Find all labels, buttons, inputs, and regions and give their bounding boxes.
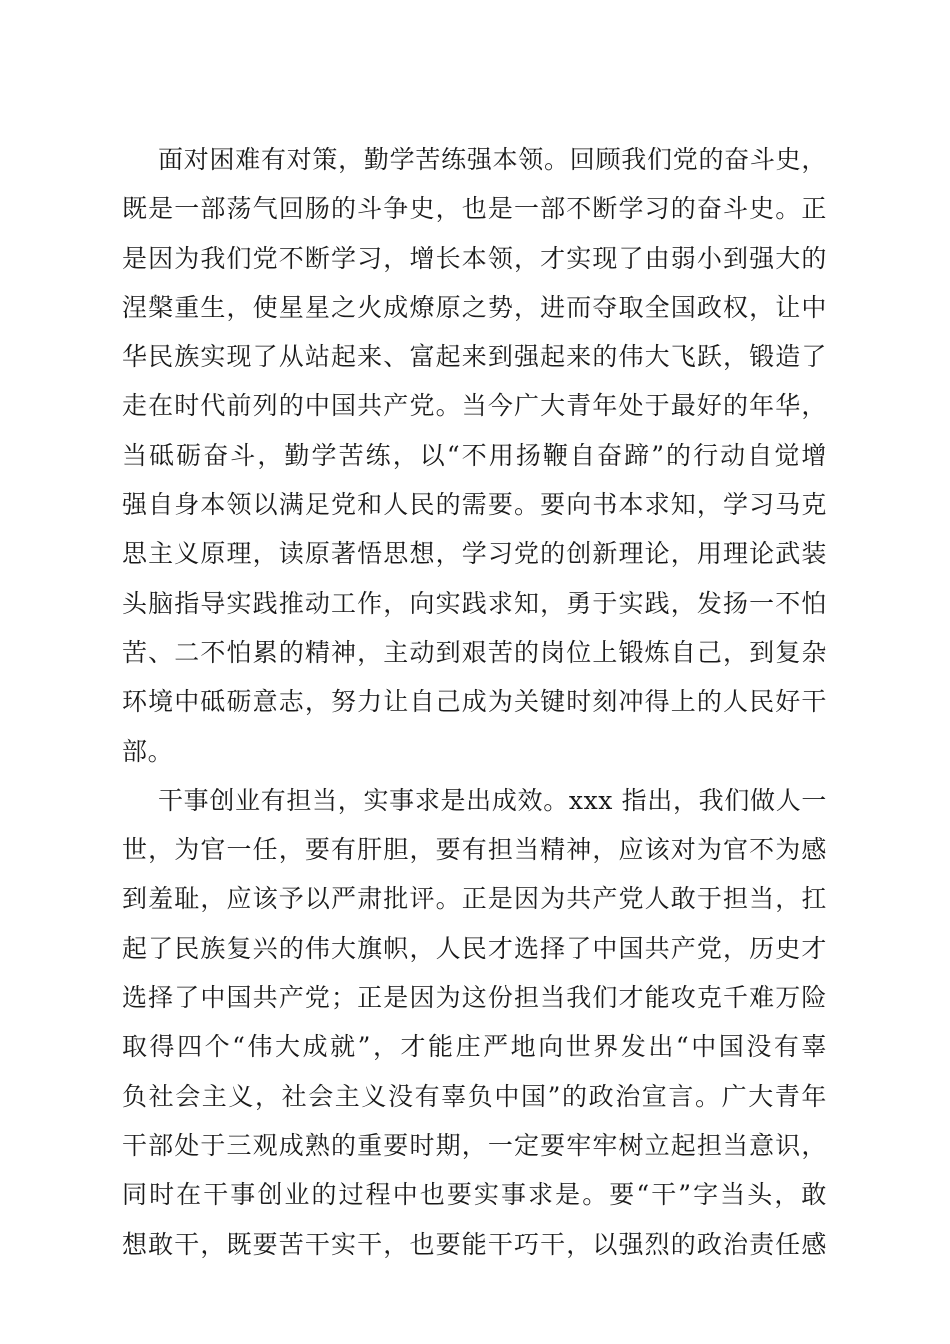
paragraph-2-line: 干事创业有担当，实事求是出成效。xxx 指出，我们做人一 — [158, 785, 827, 815]
paragraph-1-line: 华民族实现了从站起来、富起来到强起来的伟大飞跃，锻造了 — [122, 342, 827, 372]
paragraph-2-line: 干部处于三观成熟的重要时期，一定要牢牢树立起担当意识， — [122, 1130, 827, 1160]
paragraph-2-line: 世，为官一任，要有肝胆，要有担当精神，应该对为官不为感 — [122, 835, 827, 865]
body-text — [122, 135, 827, 1269]
paragraph-1-line: 环境中砥砺意志，努力让自己成为关键时刻冲得上的人民好干 — [122, 687, 827, 717]
paragraph-1-line: 涅槃重生，使星星之火成燎原之势，进而夺取全国政权，让中 — [122, 292, 827, 322]
paragraph-1-line: 是因为我们党不断学习，增长本领，才实现了由弱小到强大的 — [122, 243, 827, 273]
paragraph-1-line: 走在时代前列的中国共产党。当今广大青年处于最好的年华， — [122, 391, 827, 421]
paragraph-2-line: 同时在干事创业的过程中也要实事求是。要“干”字当头，敢 — [122, 1180, 827, 1210]
paragraph-1-line: 头脑指导实践推动工作，向实践求知，勇于实践，发扬一不怕 — [122, 588, 827, 618]
paragraph-2-line: 选择了中国共产党；正是因为这份担当我们才能攻克千难万险 — [122, 983, 827, 1013]
paragraph-2-line: 起了民族复兴的伟大旗帜，人民才选择了中国共产党，历史才 — [122, 933, 827, 963]
paragraph-1-line: 苦、二不怕累的精神，主动到艰苦的岗位上锻炼自己，到复杂 — [122, 637, 827, 667]
paragraph-2-line: 想敢干，既要苦干实干，也要能干巧干，以强烈的政治责任感 — [122, 1229, 827, 1259]
paragraph-2-line: 取得四个“伟大成就”，才能庄严地向世界发出“中国没有辜 — [122, 1032, 827, 1062]
paragraph-1-line: 既是一部荡气回肠的斗争史，也是一部不断学习的奋斗史。正 — [122, 194, 827, 224]
paragraph-1-line: 思主义原理，读原著悟思想，学习党的创新理论，用理论武装 — [122, 539, 827, 569]
paragraph-1-line: 强自身本领以满足党和人民的需要。要向书本求知，学习马克 — [122, 490, 827, 520]
paragraph-1-line: 部。 — [122, 736, 174, 766]
paragraph-2-line: 负社会主义，社会主义没有辜负中国”的政治宣言。广大青年 — [122, 1081, 827, 1111]
paragraph-1-line: 面对困难有对策，勤学苦练强本领。回顾我们党的奋斗史， — [158, 145, 827, 174]
paragraph-1-line: 当砥砺奋斗，勤学苦练，以“不用扬鞭自奋蹄”的行动自觉增 — [122, 440, 827, 470]
paragraph-2-line: 到羞耻，应该予以严肃批评。正是因为共产党人敢于担当，扛 — [122, 884, 827, 914]
